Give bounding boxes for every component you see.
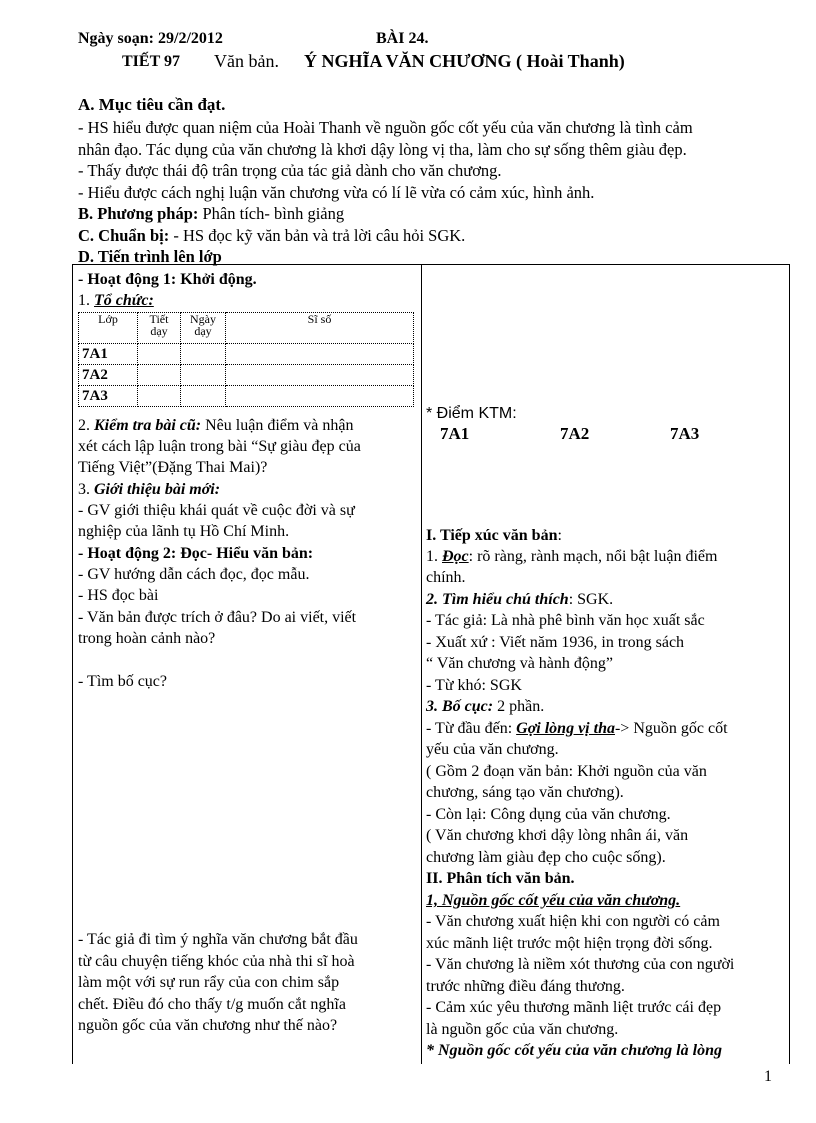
organization-item: [78, 291, 154, 311]
empty-cell: [181, 386, 226, 407]
empty-cell: [138, 386, 181, 407]
part-2-line: ( Văn chương khơi dậy lòng nhân ái, văn: [426, 827, 689, 844]
header-class: Lớp: [79, 313, 138, 344]
ktm-class: 7A1: [440, 424, 470, 443]
question-source: trong hoàn cảnh nào?: [78, 630, 216, 647]
text-type: Văn bản.: [214, 51, 279, 71]
notes-item: [426, 590, 613, 610]
section-2-heading: II. Phân tích văn bản.: [426, 870, 575, 887]
question-layout: - Tìm bố cục?: [78, 673, 168, 690]
lesson-number: BÀI 24.: [376, 30, 429, 47]
read-text: : rõ ràng, rành mạch, nổi bật luận điểm: [468, 548, 718, 565]
layout-item: [426, 697, 544, 717]
check-text: Nêu luận điểm và nhận: [201, 417, 354, 434]
ktm-class: 7A2: [560, 424, 590, 443]
objective-line: - HS hiểu được quan niệm của Hoài Thanh về nguồn gốc cốt yếu của văn chương là tình cảm: [78, 118, 693, 137]
read-line: chính.: [426, 569, 466, 586]
question-meaning: - Tác giả đi tìm ý nghĩa văn chương bắt đầu: [78, 931, 358, 948]
ktm-class: 7A3: [670, 424, 700, 443]
new-lesson-intro: [78, 480, 220, 500]
read-num: 1.: [426, 548, 442, 565]
question-meaning: làm một với sự run rẩy của con chim sắp: [78, 974, 340, 991]
objective-line: nhân đạo. Tác dụng của văn chương là khơi dậy lòng vị tha, làm cho sự sống thêm giàu đẹp.: [78, 140, 687, 159]
page-number: 1: [764, 1068, 772, 1085]
empty-cell: [181, 344, 226, 365]
analysis-line: - Cảm xúc yêu thương mãnh liệt trước cái đẹp: [426, 999, 722, 1016]
notes-text: : SGK.: [568, 591, 614, 608]
empty-cell: [138, 365, 181, 386]
empty-cell: [138, 344, 181, 365]
section-1-label: I. Tiếp xúc văn bản: [426, 527, 558, 544]
header-period: Tiết dạy: [138, 313, 181, 344]
activity-2-heading: - Hoạt động 2: Đọc- Hiểu văn bản:: [78, 545, 314, 562]
check-line: xét cách lập luận trong bài “Sự giàu đẹp của: [78, 438, 361, 455]
author-info: - Tác giả: Là nhà phê bình văn học xuất sắc: [426, 612, 705, 629]
class-cell: 7A1: [79, 344, 138, 365]
analysis-line: - Văn chương là niềm xót thương của con người: [426, 956, 735, 973]
check-num: 2.: [78, 417, 94, 434]
empty-cell: [226, 344, 414, 365]
layout-label: 3. Bố cục:: [426, 698, 494, 715]
notes-label: 2. Tìm hiểu chú thích: [426, 591, 569, 608]
header-attendance: Sĩ số: [226, 313, 414, 344]
part-1-line: ( Gồm 2 đoạn văn bản: Khởi nguồn của văn: [426, 763, 707, 780]
section-a-heading: A. Mục tiêu cần đạt.: [78, 95, 226, 114]
section-b: [78, 204, 344, 224]
part-1-line: yếu của văn chương.: [426, 741, 559, 758]
read-item: [426, 547, 717, 567]
section-c-label: C. Chuẩn bị:: [78, 226, 170, 245]
part-2: - Còn lại: Công dụng của văn chương.: [426, 806, 671, 823]
analysis-line: trước những điều đáng thương.: [426, 978, 625, 995]
old-lesson-check: [78, 416, 354, 436]
header-date: Ngày dạy: [181, 313, 226, 344]
organization-num: 1.: [78, 292, 94, 309]
conclusion: * Nguồn gốc cốt yếu của văn chương là lòng: [426, 1042, 722, 1059]
origin-info: - Xuất xứ : Viết năm 1936, in trong sách: [426, 634, 685, 651]
empty-cell: [226, 365, 414, 386]
part-1: [426, 719, 728, 739]
student-read: - HS đọc bài: [78, 587, 159, 604]
organization-label: Tổ chức:: [94, 292, 154, 309]
section-c-text: - HS đọc kỹ văn bản và trả lời câu hỏi SGK.: [169, 226, 466, 245]
part-1-line: chương, sáng tạo văn chương).: [426, 784, 624, 801]
layout-text: 2 phần.: [493, 698, 545, 715]
activity-1-heading: - Hoạt động 1: Khởi động.: [78, 271, 257, 288]
class-cell: 7A3: [79, 386, 138, 407]
question-source: - Văn bản được trích ở đâu? Do ai viết, viết: [78, 609, 357, 626]
objective-line: - Hiểu được cách nghị luận văn chương vừa có lí lẽ vừa có cảm xúc, hình ảnh.: [78, 183, 595, 202]
intro-line: - GV giới thiệu khái quát về cuộc đời và sự: [78, 502, 355, 519]
origin-info: “ Văn chương và hành động”: [426, 655, 614, 672]
analysis-line: - Văn chương xuất hiện khi con người có cảm: [426, 913, 720, 930]
intro-line: nghiệp của lãnh tụ Hồ Chí Minh.: [78, 523, 290, 540]
question-meaning: từ câu chuyện tiếng khóc của nhà thi sĩ hoà: [78, 953, 355, 970]
part-1-quote: Gợi lòng vị tha: [516, 720, 615, 737]
teacher-guide: - GV hướng dẫn cách đọc, đọc mẫu.: [78, 566, 310, 583]
section-2-1-heading: 1, Nguồn gốc cốt yếu của văn chương.: [426, 892, 681, 909]
section-d-heading: D. Tiến trình lên lớp: [78, 247, 222, 266]
section-b-label: B. Phương pháp:: [78, 204, 199, 223]
section-b-text: Phân tích- bình giảng: [198, 204, 345, 223]
class-cell: 7A2: [79, 365, 138, 386]
period-number: TIẾT 97: [122, 53, 180, 70]
part-1-post: -> Nguồn gốc cốt: [614, 720, 728, 737]
section-1-heading: [426, 526, 562, 546]
attendance-table: [78, 312, 414, 407]
analysis-line: là nguồn gốc của văn chương.: [426, 1021, 619, 1038]
page-title: Ý NGHĨA VĂN CHƯƠNG ( Hoài Thanh): [304, 51, 625, 71]
read-label: Đọc: [442, 548, 469, 565]
part-1-pre: - Từ đầu đến:: [426, 720, 517, 737]
ktm-label: * Điểm KTM:: [426, 405, 517, 422]
empty-cell: [226, 386, 414, 407]
section-c: [78, 226, 465, 246]
question-meaning: nguồn gốc của văn chương như thế nào?: [78, 1017, 338, 1034]
empty-cell: [181, 365, 226, 386]
objective-line: - Thấy được thái độ trân trọng của tác giả dành cho văn chương.: [78, 161, 502, 180]
check-line: Tiếng Việt”(Đặng Thai Mai)?: [78, 459, 268, 476]
date: Ngày soạn: 29/2/2012: [78, 30, 223, 47]
column-divider: [421, 264, 422, 1064]
hard-words: - Từ khó: SGK: [426, 677, 522, 694]
intro-num: 3.: [78, 481, 94, 498]
question-meaning: chết. Điều đó cho thấy t/g muốn cắt nghĩa: [78, 996, 346, 1013]
section-1-colon: :: [557, 527, 562, 544]
part-2-line: chương làm giàu đẹp cho cuộc sống).: [426, 849, 666, 866]
check-label: Kiểm tra bài cũ:: [94, 417, 202, 434]
analysis-line: xúc mãnh liệt trước một hiện trọng đời sống.: [426, 935, 713, 952]
intro-label: Giới thiệu bài mới:: [94, 481, 221, 498]
